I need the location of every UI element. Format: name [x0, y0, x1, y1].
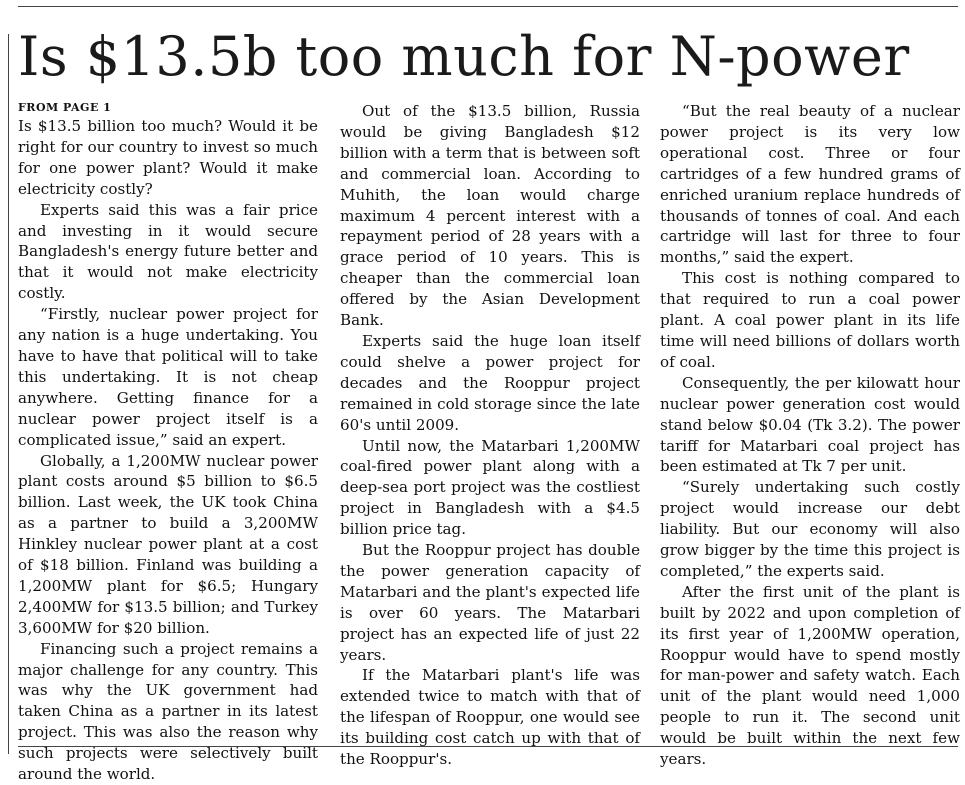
paragraph: Is $13.5 billion too much? Would it be right for our country to invest so much for one power plant? Would it make electricity costly? — [18, 117, 318, 198]
paragraph: “Firstly, nuclear power project for any nation is a huge undertaking. You have to have that political will to take this undertaking. It is not cheap anywhere. Getting finance for a nuclear power project itself is a complicated issue,” said an expert. — [18, 305, 318, 449]
paragraph: Experts said this was a fair price and investing in it would secure Bangladesh's energy future better and that it would not make electricity costly. — [18, 200, 318, 303]
article-column-2 — [340, 101, 640, 770]
paragraph: If the Matarbari plant's life was extended twice to match with that of the lifespan of Rooppur, one would see its building cost catch up with that of the Rooppur's. — [340, 666, 640, 769]
top-rule — [18, 6, 958, 7]
paragraph: Out of the $13.5 billion, Russia would be giving Bangladesh $12 billion with a term that is between soft and commercial loan. According to Muhith, the loan would charge maximum 4 percent interest with a repayment period of 28 years with a grace period of 10 years. This is cheaper than the commercial loan offered by the Asian Development Bank. — [340, 102, 640, 330]
paragraph: But the Rooppur project has double the power generation capacity of Matarbari and the plant's expected life is over 60 years. The Matarbari project has an expected life of just 22 years. — [340, 541, 640, 664]
article-column-3 — [660, 101, 960, 770]
left-rule — [8, 34, 9, 754]
paragraph: This cost is nothing compared to that required to run a coal power plant. A coal power plant in its life time will need billions of dollars worth of coal. — [660, 269, 960, 371]
paragraph: Financing such a project remains a major challenge for any country. This was why the UK government had taken China as a partner in its latest project. This was also the reason why such projects were selectively built around the world. — [18, 639, 318, 784]
paragraph: “Surely undertaking such costly project would increase our debt liability. But our economy will also grow bigger by the time this project is completed,” the experts said. — [660, 478, 960, 580]
kicker: FROM PAGE 1 — [18, 101, 112, 114]
paragraph: Globally, a 1,200MW nuclear power plant costs around $5 billion to $6.5 billion. Last week, the UK took China as a partner to build a 3,200MW Hinkley nuclear power plant at a cost of $18 billion. Finland was building a 1,200MW plant for $6.5; Hungary 2,400MW for $13.5 billion; and Turkey 3,600MW for $20 billion. — [18, 451, 318, 637]
headline: Is $13.5b too much for N-power — [18, 25, 910, 88]
paragraph: Until now, the Matarbari 1,200MW coal-fired power plant along with a deep-sea port project was the costliest project in Bangladesh with a $4.5 billion price tag. — [340, 436, 640, 539]
bottom-rule — [18, 746, 958, 747]
paragraph: Experts said the huge loan itself could shelve a power project for decades and the Rooppur project remained in cold storage since the late 60's until 2009. — [340, 331, 640, 434]
paragraph: “But the real beauty of a nuclear power project is its very low operational cost. Three or four cartridges of a few hundred grams of enriched uranium replace hundreds of thousands of tonnes of coal. And each cartridge will last for three to four months,” said the expert. — [660, 102, 960, 267]
paragraph: After the first unit of the plant is built by 2022 and upon completion of its first year of 1,200MW operation, Rooppur would have to spend mostly for man-power and safety watch. Each unit of the plant would need 1,000 people to run it. The second unit would be built within the next few years. — [660, 582, 960, 769]
article-column-1 — [18, 100, 318, 785]
paragraph: Consequently, the per kilowatt hour nuclear power generation cost would stand below $0.04 (Tk 3.2). The power tariff for Matarbari coal project has been estimated at Tk 7 per unit. — [660, 373, 960, 476]
